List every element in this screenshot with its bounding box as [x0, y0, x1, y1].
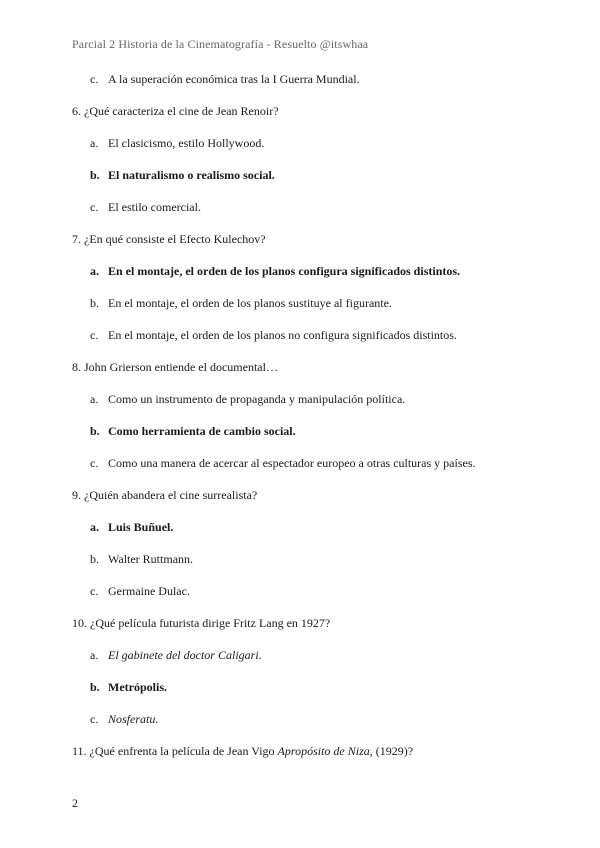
option-letter: b.: [90, 296, 99, 310]
q8-option-c: [90, 456, 476, 471]
option-letter: a.: [90, 392, 99, 406]
question-7: 7. ¿En qué consiste el Efecto Kulechov?: [72, 232, 266, 246]
question-suffix: (1929)?: [372, 744, 414, 758]
option-text: Germaine Dulac.: [108, 584, 190, 598]
option-text: Nosferatu.: [108, 712, 159, 726]
option-text: Walter Ruttmann.: [108, 552, 194, 566]
option-letter: a.: [90, 520, 99, 534]
option-text: El naturalismo o realismo social.: [108, 168, 275, 182]
q6-option-c: [90, 200, 201, 215]
question-10: 10. ¿Qué película futurista dirige Fritz Lang en 1927?: [72, 616, 331, 630]
q10-option-a: [90, 648, 262, 663]
option-letter: a.: [90, 136, 99, 150]
option-letter: c.: [90, 72, 99, 86]
option-text: Como una manera de acercar al espectador europeo a otras culturas y países.: [108, 456, 476, 470]
page-header: Parcial 2 Historia de la Cinematografía - Resuelto @itswhaa: [72, 37, 369, 51]
question-6: 6. ¿Qué caracteriza el cine de Jean Renoir?: [72, 104, 279, 118]
question-9: 9. ¿Quién abandera el cine surrealista?: [72, 488, 258, 502]
option-letter: b.: [90, 680, 100, 694]
q9-option-c: [90, 584, 190, 599]
option-text: El gabinete del doctor Caligari: [108, 648, 259, 662]
option-letter: a.: [90, 648, 99, 662]
q6-option-a: [90, 136, 264, 151]
q7-option-b: [90, 296, 392, 311]
option-letter: b.: [90, 552, 99, 566]
option-text: Como herramienta de cambio social.: [108, 424, 296, 438]
question-11: [72, 744, 413, 759]
q8-option-a: [90, 392, 405, 407]
q5-option-c: [90, 72, 360, 87]
q9-option-a-correct: [90, 520, 173, 535]
q8-option-b-correct: [90, 424, 296, 439]
q10-option-b-correct: [90, 680, 167, 695]
q7-option-a-correct: [90, 264, 460, 279]
option-text: A la superación económica tras la I Guerra Mundial.: [108, 72, 360, 86]
q6-option-b-correct: [90, 168, 275, 183]
option-text: En el montaje, el orden de los planos sustituye al figurante.: [108, 296, 392, 310]
option-text: El estilo comercial.: [108, 200, 201, 214]
option-letter: c.: [90, 456, 99, 470]
option-letter: c.: [90, 712, 99, 726]
question-8: 8. John Grierson entiende el documental…: [72, 360, 278, 374]
film-title: Apropósito de Niza,: [277, 744, 373, 758]
option-letter: c.: [90, 200, 99, 214]
option-letter: a.: [90, 264, 99, 278]
question-prefix: 11. ¿Qué enfrenta la película de Jean Vigo: [72, 744, 278, 758]
page-number: 2: [72, 796, 78, 810]
option-letter: c.: [90, 328, 99, 342]
option-text: Como un instrumento de propaganda y manipulación política.: [108, 392, 406, 406]
option-text: En el montaje, el orden de los planos no configura significados distintos.: [108, 328, 457, 342]
option-text: En el montaje, el orden de los planos configura significados distintos.: [108, 264, 461, 278]
option-suffix: .: [258, 648, 262, 662]
q10-option-c: [90, 712, 158, 727]
q7-option-c: [90, 328, 457, 343]
option-letter: b.: [90, 424, 100, 438]
option-text: Luis Buñuel.: [108, 520, 174, 534]
option-text: El clasicismo, estilo Hollywood.: [108, 136, 265, 150]
option-text: Metrópolis.: [108, 680, 167, 694]
q9-option-b: [90, 552, 193, 567]
option-letter: b.: [90, 168, 100, 182]
option-letter: c.: [90, 584, 99, 598]
